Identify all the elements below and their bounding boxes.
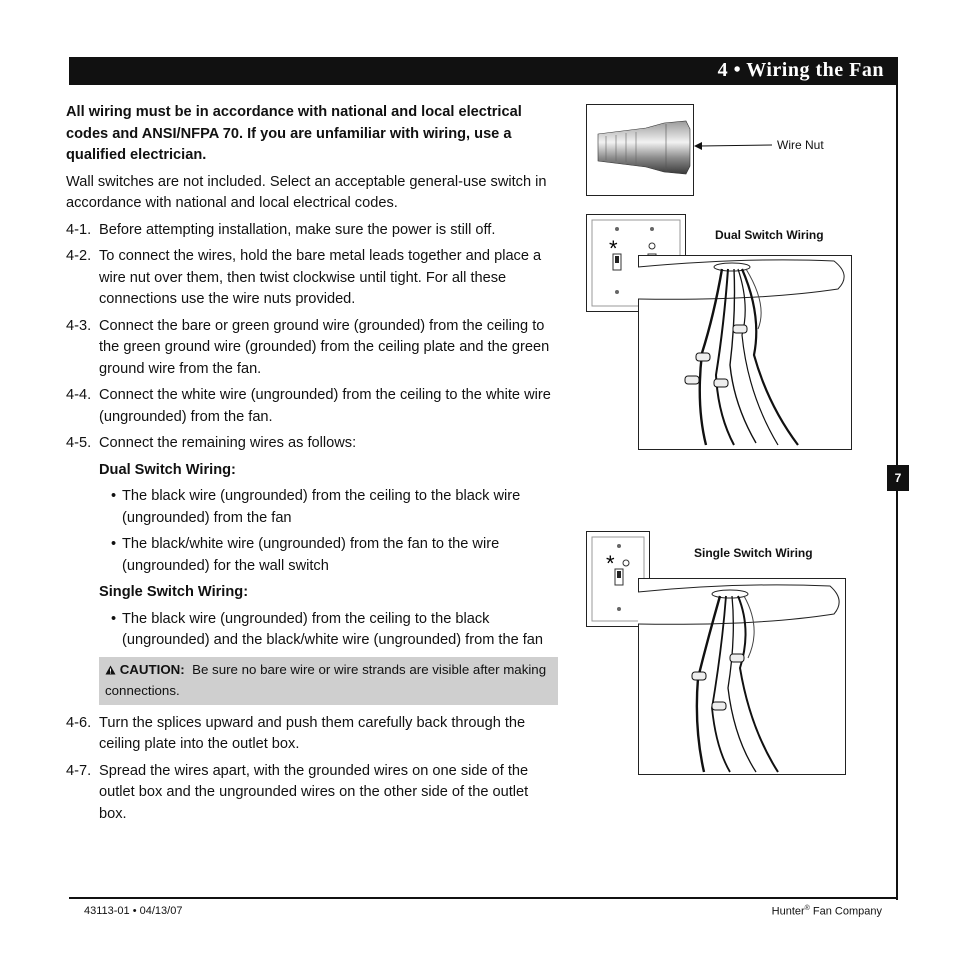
single-switch-heading: Single Switch Wiring: [99, 584, 249, 600]
dual-bullet: • The black/white wire (ungrounded) from the fan to the wire (ungrounded) for the wall switch [111, 536, 500, 574]
step-4-7 [66, 761, 558, 826]
instructions-column [66, 102, 558, 830]
step-text: Before attempting installation, make sure the power is still off. [99, 221, 496, 238]
footer-company: Hunter® Fan Company [771, 905, 882, 918]
single-bullet: • The black wire (ungrounded) from the ceiling to the black (ungrounded) and the black/white wire (ungrounded) from the fan [111, 610, 544, 648]
step-4-5 [66, 433, 558, 455]
step-4-1 [66, 220, 558, 242]
dual-switch-heading: Dual Switch Wiring: [99, 461, 236, 478]
wire-nut-illustration [586, 104, 694, 196]
step-text: Spread the wires apart, with the grounded wires on one side of the outlet box and the ungrounded wires on the other side of the outlet box. [99, 762, 529, 822]
step-number: 4-7. [66, 762, 92, 779]
step-number: 4-5. [66, 435, 92, 451]
step-number: 4-1. [66, 221, 92, 238]
caution-label: CAUTION: [119, 661, 185, 677]
right-border-rule [896, 85, 898, 900]
footer-doc-id: 43113-01 • 04/13/07 [84, 905, 183, 917]
switch-note: Wall switches are not included. Select an acceptable general-use switch in accordance with national and local electrical codes. [66, 173, 547, 211]
svg-text:*: * [609, 236, 618, 261]
step-text: Connect the remaining wires as follows: [99, 435, 357, 451]
bottom-border-rule [69, 897, 898, 899]
svg-text:*: * [606, 551, 615, 576]
wire-nut-figure [586, 104, 694, 196]
step-4-4 [66, 385, 558, 428]
step-text: Turn the splices upward and push them carefully back through the ceiling plate into the outlet box. [99, 714, 526, 752]
step-4-3 [66, 316, 558, 381]
bullet-text: The black wire (ungrounded) from the ceiling to the black wire (ungrounded) from the fan [122, 488, 521, 526]
wire-nut-pointer [694, 138, 774, 152]
wire-nut-label: Wire Nut [777, 138, 824, 152]
step-4-6 [66, 713, 558, 756]
electrical-code-warning: All wiring must be in accordance with national and local electrical codes and ANSI/NFPA 70. If you are unfamiliar with wiring, use a qualified electrician. [66, 104, 522, 163]
step-text: Connect the white wire (ungrounded) from the ceiling to the white wire (ungrounded) from the fan. [99, 387, 551, 425]
dual-switch-diagram [638, 255, 852, 451]
caution-box [99, 657, 558, 705]
section-title: 4 • Wiring the Fan [717, 59, 884, 81]
step-number: 4-4. [66, 387, 92, 403]
single-switch-diagram [638, 578, 846, 776]
caution-text: Be sure no bare wire or wire strands are visible after making connections. [105, 661, 547, 698]
warning-triangle-icon [105, 662, 120, 677]
bullet-text: The black/white wire (ungrounded) from the fan to the wire (ungrounded) for the wall switch [122, 536, 500, 574]
dual-bullet: • The black wire (ungrounded) from the ceiling to the black wire (ungrounded) from the fan [111, 488, 521, 526]
step-number: 4-2. [66, 248, 92, 264]
step-text: Connect the bare or green ground wire (grounded) from the ceiling to the green ground wire (grounded) from the ceiling plate and the green ground wire from the fan. [99, 317, 550, 377]
step-text: To connect the wires, hold the bare metal leads together and place a wire nut over them, then twist clockwise until tight. For all these connections use the wire nuts provided. [99, 248, 542, 307]
single-switch-figure-label: Single Switch Wiring [694, 546, 813, 560]
step-number: 4-3. [66, 317, 92, 334]
step-4-2 [66, 246, 558, 311]
section-header-bar [69, 57, 898, 85]
bullet-text: The black wire (ungrounded) from the ceiling to the black (ungrounded) and the black/white wire (ungrounded) from the fan [122, 610, 544, 648]
dual-switch-figure-label: Dual Switch Wiring [715, 228, 824, 242]
page-number-tab: 7 [887, 465, 909, 491]
step-number: 4-6. [66, 714, 92, 731]
